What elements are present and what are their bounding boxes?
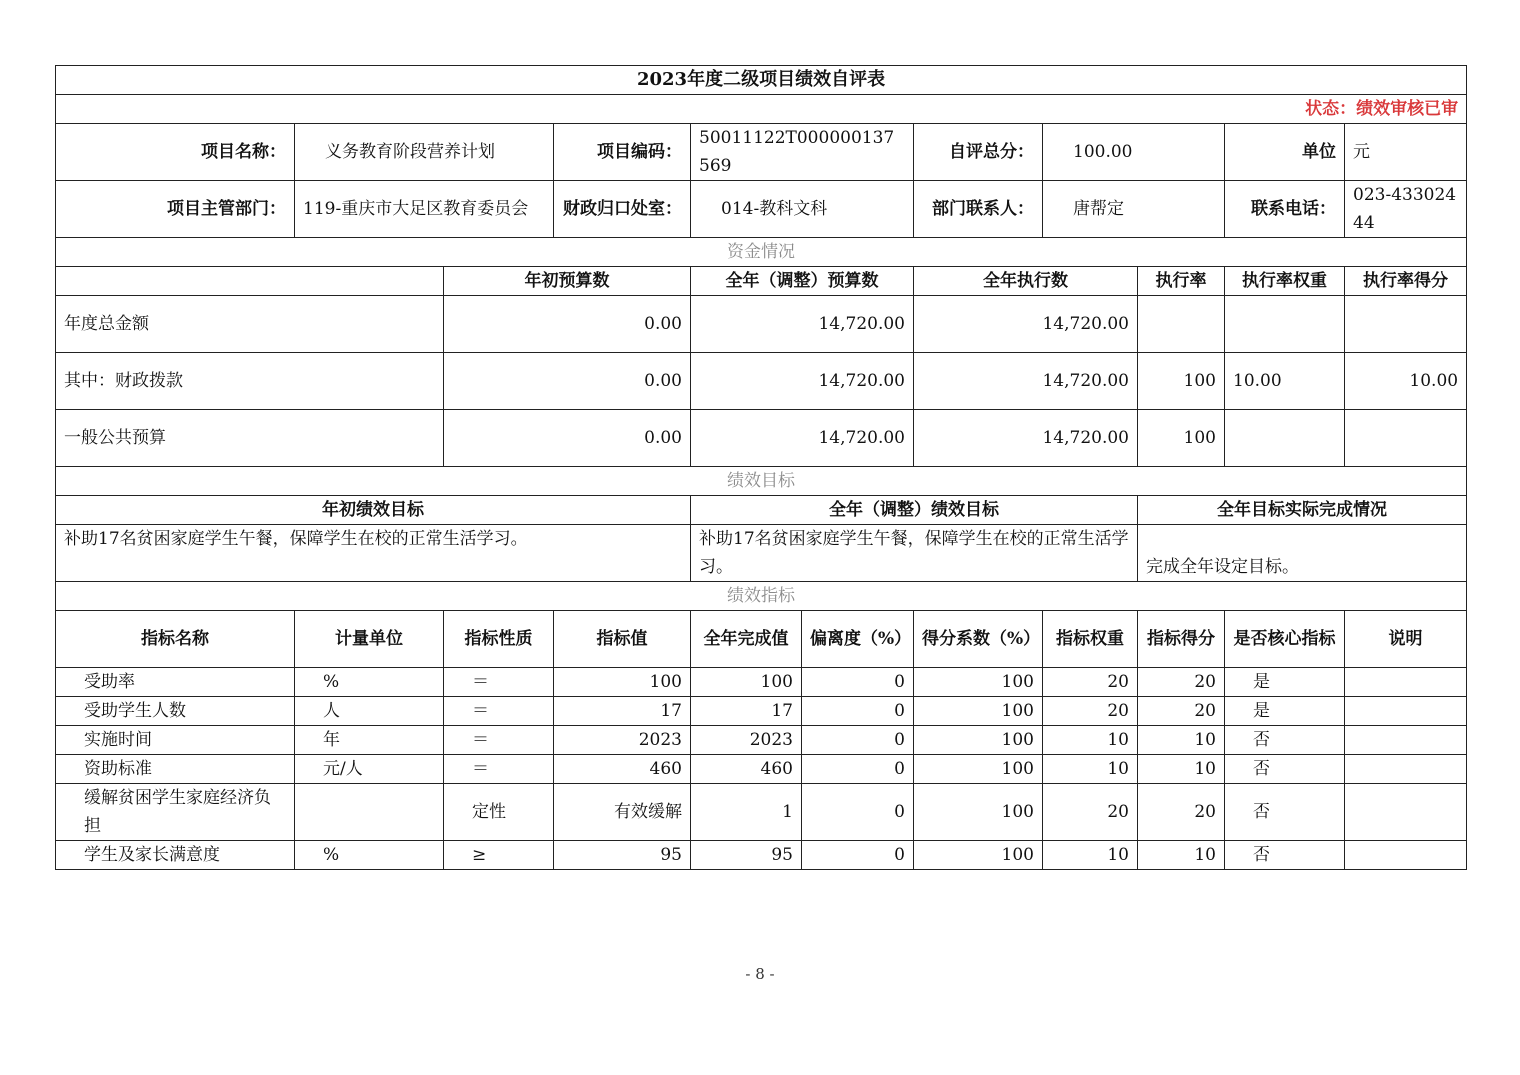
goals-header-actual: 全年目标实际完成情况 [1138, 496, 1467, 525]
ind-unit: 年 [295, 726, 444, 755]
ind-core: 否 [1225, 726, 1345, 755]
ind-unit: % [295, 841, 444, 870]
ind-coefficient: 100 [914, 755, 1043, 784]
funds-row-weight: 10.00 [1225, 353, 1345, 410]
ind-unit: % [295, 668, 444, 697]
ind-weight: 20 [1043, 784, 1138, 841]
ind-unit: 人 [295, 697, 444, 726]
indicator-row [56, 755, 1467, 784]
ind-header-core: 是否核心指标 [1225, 611, 1345, 668]
funds-row [56, 410, 1467, 467]
ind-note [1345, 784, 1467, 841]
ind-nature: ＝ [444, 668, 554, 697]
funds-header-initial: 年初预算数 [444, 267, 691, 296]
project-name-label: 项目名称： [56, 124, 295, 181]
goal-initial-text: 补助17名贫困家庭学生午餐，保障学生在校的正常生活学习。 [56, 525, 691, 582]
ind-coefficient: 100 [914, 697, 1043, 726]
ind-header-weight: 指标权重 [1043, 611, 1138, 668]
funds-header-rate: 执行率 [1138, 267, 1225, 296]
ind-header-nature: 指标性质 [444, 611, 554, 668]
ind-weight: 20 [1043, 668, 1138, 697]
project-code-value: 50011122T000000137569 [691, 124, 914, 181]
ind-weight: 20 [1043, 697, 1138, 726]
funds-row-executed: 14,720.00 [914, 353, 1138, 410]
ind-header-note: 说明 [1345, 611, 1467, 668]
funds-header-executed: 全年执行数 [914, 267, 1138, 296]
ind-coefficient: 100 [914, 841, 1043, 870]
funds-row-weight [1225, 410, 1345, 467]
funds-row-rate: 100 [1138, 353, 1225, 410]
goals-section-title: 绩效目标 [56, 467, 1467, 496]
ind-score: 20 [1138, 668, 1225, 697]
ind-core: 是 [1225, 668, 1345, 697]
unit-label: 单位 [1225, 124, 1345, 181]
funds-header-adjusted: 全年（调整）预算数 [691, 267, 914, 296]
funds-header-blank [56, 267, 444, 296]
funds-row-name: 年度总金额 [56, 296, 444, 353]
ind-weight: 10 [1043, 755, 1138, 784]
funds-row-name: 其中：财政拨款 [56, 353, 444, 410]
ind-actual: 95 [691, 841, 802, 870]
ind-actual: 460 [691, 755, 802, 784]
funds-row-weight [1225, 296, 1345, 353]
status-badge: 状态：绩效审核已审 [56, 95, 1467, 124]
ind-nature: ＝ [444, 726, 554, 755]
funds-row-executed: 14,720.00 [914, 296, 1138, 353]
ind-deviation: 0 [802, 784, 914, 841]
funds-row-score [1345, 296, 1467, 353]
ind-header-coefficient: 得分系数（%） [914, 611, 1043, 668]
ind-actual: 1 [691, 784, 802, 841]
funds-row-adjusted: 14,720.00 [691, 296, 914, 353]
indicators-section-title: 绩效指标 [56, 582, 1467, 611]
funds-row [56, 296, 1467, 353]
ind-note [1345, 755, 1467, 784]
ind-target: 460 [554, 755, 691, 784]
ind-nature: ＝ [444, 755, 554, 784]
ind-actual: 100 [691, 668, 802, 697]
ind-target: 17 [554, 697, 691, 726]
department-label: 项目主管部门： [56, 181, 295, 238]
ind-nature: ≥ [444, 841, 554, 870]
ind-deviation: 0 [802, 697, 914, 726]
ind-core: 否 [1225, 841, 1345, 870]
ind-actual: 2023 [691, 726, 802, 755]
ind-actual: 17 [691, 697, 802, 726]
ind-coefficient: 100 [914, 668, 1043, 697]
contact-label: 部门联系人： [914, 181, 1043, 238]
indicator-row [56, 726, 1467, 755]
ind-deviation: 0 [802, 841, 914, 870]
ind-name: 受助学生人数 [56, 697, 295, 726]
ind-score: 10 [1138, 841, 1225, 870]
funds-row [56, 353, 1467, 410]
department-value: 119-重庆市大足区教育委员会 [295, 181, 554, 238]
ind-note [1345, 668, 1467, 697]
ind-header-score: 指标得分 [1138, 611, 1225, 668]
ind-target: 2023 [554, 726, 691, 755]
finance-office-label: 财政归口处室： [554, 181, 691, 238]
ind-deviation: 0 [802, 755, 914, 784]
contact-value: 唐帮定 [1043, 181, 1225, 238]
funds-header-score: 执行率得分 [1345, 267, 1467, 296]
phone-label: 联系电话： [1225, 181, 1345, 238]
ind-score: 20 [1138, 784, 1225, 841]
ind-name: 受助率 [56, 668, 295, 697]
ind-nature: ＝ [444, 697, 554, 726]
ind-score: 10 [1138, 726, 1225, 755]
funds-row-initial: 0.00 [444, 296, 691, 353]
indicator-row [56, 841, 1467, 870]
project-name-value: 义务教育阶段营养计划 [295, 124, 554, 181]
ind-score: 20 [1138, 697, 1225, 726]
phone-value: 023-43302444 [1345, 181, 1467, 238]
funds-row-rate [1138, 296, 1225, 353]
goal-actual-text: 完成全年设定目标。 [1138, 525, 1467, 582]
ind-deviation: 0 [802, 668, 914, 697]
ind-coefficient: 100 [914, 784, 1043, 841]
ind-core: 否 [1225, 784, 1345, 841]
ind-nature: 定性 [444, 784, 554, 841]
ind-target: 95 [554, 841, 691, 870]
ind-header-target: 指标值 [554, 611, 691, 668]
ind-weight: 10 [1043, 841, 1138, 870]
unit-value: 元 [1345, 124, 1467, 181]
page-number: - 8 - [745, 965, 775, 983]
indicator-row [56, 697, 1467, 726]
funds-row-initial: 0.00 [444, 353, 691, 410]
ind-header-deviation: 偏离度（%） [802, 611, 914, 668]
ind-name: 学生及家长满意度 [56, 841, 295, 870]
goal-adjusted-text: 补助17名贫困家庭学生午餐，保障学生在校的正常生活学习。 [691, 525, 1138, 582]
ind-name: 资助标准 [56, 755, 295, 784]
ind-header-unit: 计量单位 [295, 611, 444, 668]
ind-note [1345, 841, 1467, 870]
ind-weight: 10 [1043, 726, 1138, 755]
indicator-row [56, 784, 1467, 841]
indicator-row [56, 668, 1467, 697]
funds-row-adjusted: 14,720.00 [691, 410, 914, 467]
ind-deviation: 0 [802, 726, 914, 755]
ind-name: 缓解贫困学生家庭经济负担 [56, 784, 295, 841]
ind-target: 100 [554, 668, 691, 697]
finance-office-value: 014-教科文科 [691, 181, 914, 238]
funds-section-title: 资金情况 [56, 238, 1467, 267]
ind-note [1345, 726, 1467, 755]
ind-score: 10 [1138, 755, 1225, 784]
performance-evaluation-table [55, 65, 1467, 870]
funds-row-adjusted: 14,720.00 [691, 353, 914, 410]
funds-row-name: 一般公共预算 [56, 410, 444, 467]
goals-header-adjusted: 全年（调整）绩效目标 [691, 496, 1138, 525]
ind-header-actual: 全年完成值 [691, 611, 802, 668]
ind-unit [295, 784, 444, 841]
ind-note [1345, 697, 1467, 726]
ind-coefficient: 100 [914, 726, 1043, 755]
ind-header-name: 指标名称 [56, 611, 295, 668]
funds-header-weight: 执行率权重 [1225, 267, 1345, 296]
form-title: 2023年度二级项目绩效自评表 [56, 66, 1467, 95]
self-score-value: 100.00 [1043, 124, 1225, 181]
goals-header-initial: 年初绩效目标 [56, 496, 691, 525]
ind-unit: 元/人 [295, 755, 444, 784]
ind-core: 是 [1225, 697, 1345, 726]
funds-row-score: 10.00 [1345, 353, 1467, 410]
ind-name: 实施时间 [56, 726, 295, 755]
self-score-label: 自评总分： [914, 124, 1043, 181]
ind-core: 否 [1225, 755, 1345, 784]
funds-row-score [1345, 410, 1467, 467]
funds-row-executed: 14,720.00 [914, 410, 1138, 467]
funds-row-rate: 100 [1138, 410, 1225, 467]
ind-target: 有效缓解 [554, 784, 691, 841]
project-code-label: 项目编码： [554, 124, 691, 181]
funds-row-initial: 0.00 [444, 410, 691, 467]
